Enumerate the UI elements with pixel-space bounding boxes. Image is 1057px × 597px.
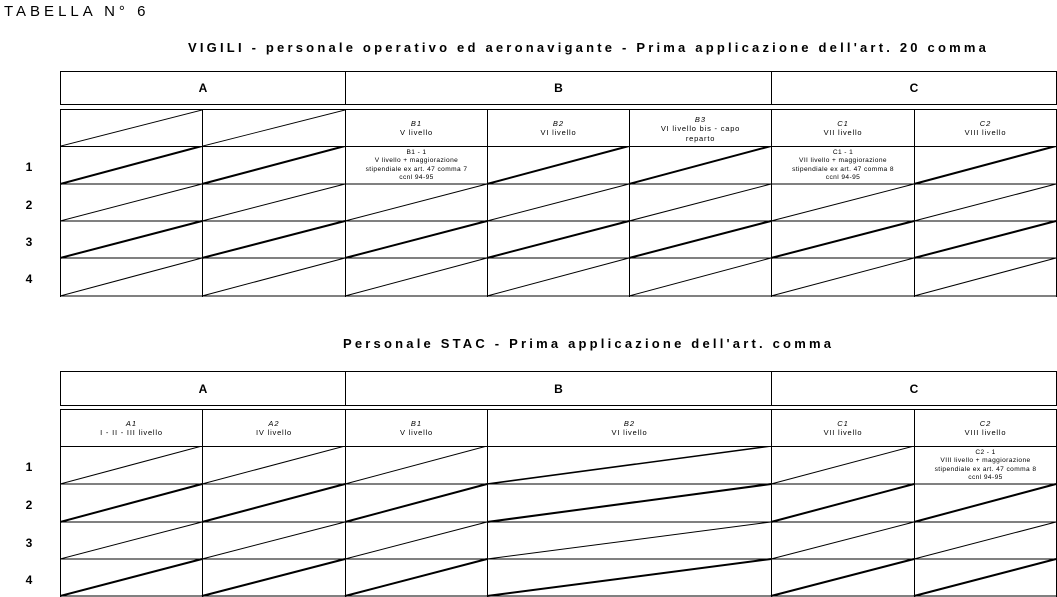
table-2-row-label-4: 4	[25, 573, 33, 587]
table-1-row-label-2: 2	[25, 198, 33, 212]
column-desc: IV livello	[256, 428, 292, 437]
column-code: C2	[979, 419, 992, 428]
column-desc: I - II - III livello	[100, 428, 163, 437]
group-label: C	[909, 381, 919, 396]
column-code: A1	[125, 419, 138, 428]
column-code: B1	[410, 419, 423, 428]
diagonal-strike	[61, 110, 202, 146]
cell-note: B1 - 1 V livello + maggiorazione stipendiale ex art. 47 comma 7 ccnl 94-95	[365, 149, 468, 181]
table-1-header-cell	[202, 109, 346, 147]
column-desc: VII livello	[823, 428, 863, 437]
table-1-group-b	[345, 71, 772, 105]
column-desc: VIII livello	[964, 128, 1007, 137]
table-1-row-label-3: 3	[25, 235, 33, 249]
table-1-column-header-c1	[771, 109, 915, 147]
table-1-column-header-b2	[487, 109, 630, 147]
cell-note: C2 - 1 VIII livello + maggiorazione stipendiale ex art. 47 comma 8 ccnl 94-95	[934, 449, 1037, 481]
table-2-row-label-2: 2	[25, 498, 33, 512]
column-code: B3	[694, 115, 707, 124]
column-code: B1	[410, 119, 423, 128]
table-2-row-label-1: 1	[25, 460, 33, 474]
table-1-body-grid	[60, 146, 1057, 297]
table-1-column-header-c2	[914, 109, 1057, 147]
table-2-column-header-a2	[202, 409, 346, 447]
table-2-note-c2-1	[915, 447, 1056, 483]
column-desc: V livello	[399, 428, 434, 437]
column-desc: V livello	[399, 128, 434, 137]
table-2-group-b	[345, 371, 772, 406]
column-desc: VII livello	[823, 128, 863, 137]
column-code: C1	[837, 419, 849, 428]
table-2-column-header-a1	[60, 409, 203, 447]
column-code: A2	[268, 419, 280, 428]
document-title: TABELLA N° 6	[4, 3, 150, 20]
group-label: A	[198, 381, 208, 396]
table-2-column-header-c1	[771, 409, 915, 447]
group-label: B	[554, 381, 563, 396]
group-label: A	[198, 81, 208, 95]
table-1-row-label-1: 1	[25, 160, 33, 174]
table-1-note-c1-1	[772, 147, 914, 183]
column-desc: VI livello	[540, 128, 577, 137]
table-1-header-cell	[60, 109, 203, 147]
table-1-title: VIGILI - personale operativo ed aeronavigante - Prima applicazione dell'art. 20 comma	[188, 40, 990, 55]
column-code: B2	[552, 119, 565, 128]
table-1-column-header-b1	[345, 109, 488, 147]
column-code: B2	[623, 419, 636, 428]
table-1-row-label-4: 4	[25, 272, 33, 286]
table-2-title: Personale STAC - Prima applicazione dell'art. comma	[343, 336, 835, 351]
column-desc: VIII livello	[964, 428, 1007, 437]
group-label: C	[909, 81, 919, 95]
table-2-column-header-b2	[487, 409, 772, 447]
grid-lines	[60, 446, 1057, 597]
group-label: B	[554, 81, 563, 95]
column-desc: VI livello	[611, 428, 648, 437]
table-2-row-label-3: 3	[25, 536, 33, 550]
column-code: C2	[979, 119, 992, 128]
table-1-group-a	[60, 71, 346, 105]
table-1-note-b1-1	[346, 147, 487, 183]
table-2-group-c	[771, 371, 1057, 406]
table-2-group-a	[60, 371, 346, 406]
column-code: C1	[837, 119, 849, 128]
table-1-group-c	[771, 71, 1057, 105]
table-2-column-header-c2	[914, 409, 1057, 447]
table-2-column-header-b1	[345, 409, 488, 447]
table-2-body-grid	[60, 446, 1057, 597]
diagonal-strike	[203, 110, 345, 146]
table-1-column-header-b3	[629, 109, 772, 147]
cell-note: C1 - 1 VII livello + maggiorazione stipendiale ex art. 47 comma 8 ccnl 94-95	[792, 149, 894, 181]
column-desc: VI livello bis - capo reparto	[660, 124, 741, 143]
